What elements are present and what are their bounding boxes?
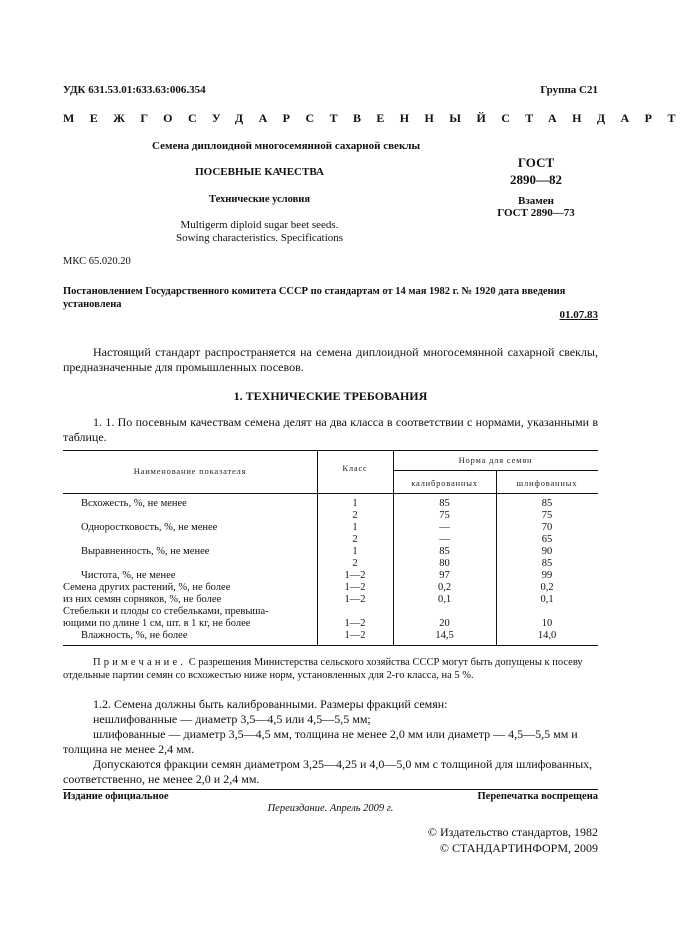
cell-polished: 0,1: [540, 594, 554, 605]
header-polished: шлифованных: [516, 478, 578, 488]
resolution-text: Постановлением Государственного комитета СССР по стандартам от 14 мая 1982 г. № 1920 дата введения установлена: [63, 286, 566, 310]
cell-polished: 85: [541, 498, 553, 509]
cell-class: 1—2: [344, 570, 366, 581]
cell-calibrated: 75: [439, 510, 450, 521]
product-title: Семена диплоидной многосемянной сахарной свеклы: [152, 140, 421, 152]
cell-class: 1—2: [344, 630, 366, 641]
cell-indicator: Чистота, %, не менее: [81, 570, 176, 581]
mks-code: МКС 65.020.20: [63, 256, 131, 267]
cell-calibrated: —: [439, 534, 450, 545]
cell-polished: 75: [541, 510, 553, 521]
section-heading: 1. ТЕХНИЧЕСКИЕ ТРЕБОВАНИЯ: [233, 389, 428, 403]
cell-polished: 90: [541, 546, 553, 557]
cell-calibrated: 14,5: [435, 630, 454, 641]
cell-class: 2: [352, 510, 358, 521]
cell-calibrated: 0,2: [437, 582, 452, 593]
header-calibrated: калиброванных: [411, 478, 478, 488]
cell-class: 1: [352, 546, 358, 557]
cell-polished: 0,2: [540, 582, 554, 593]
header-indicator-name: Наименование показателя: [133, 466, 247, 476]
cell-indicator: Выравненность, %, не менее: [81, 546, 210, 557]
gost-label: ГОСТ: [517, 155, 555, 170]
document-title: ПОСЕВНЫЕ КАЧЕСТВА: [195, 166, 324, 178]
banner-word-standard: СТАНДАРТ: [501, 111, 691, 125]
cell-class: 1—2: [344, 594, 366, 605]
english-title-line2: Sowing characteristics. Specifications: [175, 232, 344, 244]
cell-polished: 14,0: [537, 630, 557, 641]
unpolished-spec: нешлифованные — диаметр 3,5—4,5 или 4,5—5,5 мм;: [93, 712, 371, 726]
intro-paragraph: Настоящий стандарт распространяется на семена диплоидной многосемянной сахарной свеклы, предназначенные для промышленных посевов.: [63, 345, 598, 374]
table-note: [63, 656, 598, 682]
polished-spec-line1: шлифованные — диаметр 3,5—4,5 мм, толщина не менее 2,0 мм или диаметр — 4,5—5,5 мм и: [93, 727, 578, 741]
copyright-1982: © Издательство стандартов, 1982: [427, 825, 598, 839]
cell-indicator: Всхожесть, %, не менее: [81, 498, 187, 509]
cell-class: 1: [352, 498, 358, 509]
seed-norms-table: [63, 450, 598, 646]
interstate-standard-banner: [63, 111, 691, 126]
cell-calibrated: 20: [439, 618, 450, 629]
table-bottom-rule: [63, 645, 598, 646]
cell-calibrated: 85: [439, 498, 450, 509]
cell-indicator: Семена других растений, %, не более: [63, 582, 231, 593]
banner-word-interstate: МЕЖГОСУДАРСТВЕННЫЙ: [63, 111, 502, 125]
header-class: Класс: [342, 463, 368, 473]
allowed-fractions-line2: соответственно, не менее 2,0 и 2,4 мм.: [63, 772, 260, 786]
copyright-2009: © СТАНДАРТИНФОРМ, 2009: [439, 841, 598, 855]
introduction-date: 01.07.83: [559, 309, 598, 321]
table-header-rule: [63, 493, 598, 494]
table-top-rule: [63, 450, 598, 451]
cell-polished: 70: [541, 522, 553, 533]
cell-calibrated: —: [439, 522, 450, 533]
official-edition: Издание официальное: [63, 791, 169, 802]
cell-indicator: ющими по длине 1 см, шт. в 1 кг, не более: [63, 618, 251, 629]
reissue-note: Переиздание. Апрель 2009 г.: [267, 803, 394, 814]
cell-class: 1—2: [344, 582, 366, 593]
cell-polished: 65: [541, 534, 553, 545]
reprint-prohibited: Перепечатка воспрещена: [477, 791, 598, 802]
cell-indicator: Влажность, %, не более: [81, 630, 188, 641]
paragraph-1-2: 1.2. Семена должны быть калиброванными. Размеры фракций семян:: [93, 697, 448, 711]
cell-calibrated: 0,1: [437, 594, 452, 605]
polished-spec-line2: толщина не менее 2,4 мм.: [63, 742, 195, 756]
replaces-standard: ГОСТ 2890—73: [497, 207, 575, 219]
cell-class: 1—2: [344, 618, 366, 629]
note-label: Примечание.: [93, 657, 187, 668]
cell-class: 1: [352, 522, 358, 533]
cell-class: 2: [352, 534, 358, 545]
document-subtitle: Технические условия: [208, 194, 311, 205]
cell-polished: 10: [541, 618, 553, 629]
cell-polished: 99: [541, 570, 553, 581]
footer-rule: [63, 789, 598, 790]
allowed-fractions-line1: Допускаются фракции семян диаметром 3,25—4,25 и 4,0—5,0 мм с толщиной для шлифованных,: [93, 757, 593, 771]
note-text: С разрешения Министерства сельского хозяйства СССР могут быть допущены к посеву отдельные партии семян со всхожестью ниже норм, установленных для 2-го класса, на 5 %.: [63, 657, 583, 681]
cell-calibrated: 97: [439, 570, 450, 581]
replaces-label: Взамен: [518, 195, 554, 207]
cell-calibrated: 80: [439, 558, 450, 569]
cell-indicator: Одноростковость, %, не менее: [81, 522, 218, 533]
cell-calibrated: 85: [439, 546, 450, 557]
header-norm: Норма для семян: [458, 455, 533, 465]
cell-polished: 85: [541, 558, 553, 569]
cell-class: 2: [352, 558, 358, 569]
group-code: Группа С21: [540, 84, 598, 96]
gost-number: 2890—82: [510, 172, 562, 187]
cell-indicator: Стебельки и плоды со стебельками, превыша-: [63, 606, 269, 617]
english-title-line1: Multigerm diploid sugar beet seeds.: [180, 219, 339, 231]
cell-indicator: из них семян сорняков, %, не более: [63, 594, 222, 605]
udk-code: УДК 631.53.01:633.63:006.354: [63, 84, 206, 96]
paragraph-1-1: 1. 1. По посевным качествам семена делят на два класса в соответствии с нормами, указанными в таблице.: [63, 415, 598, 444]
